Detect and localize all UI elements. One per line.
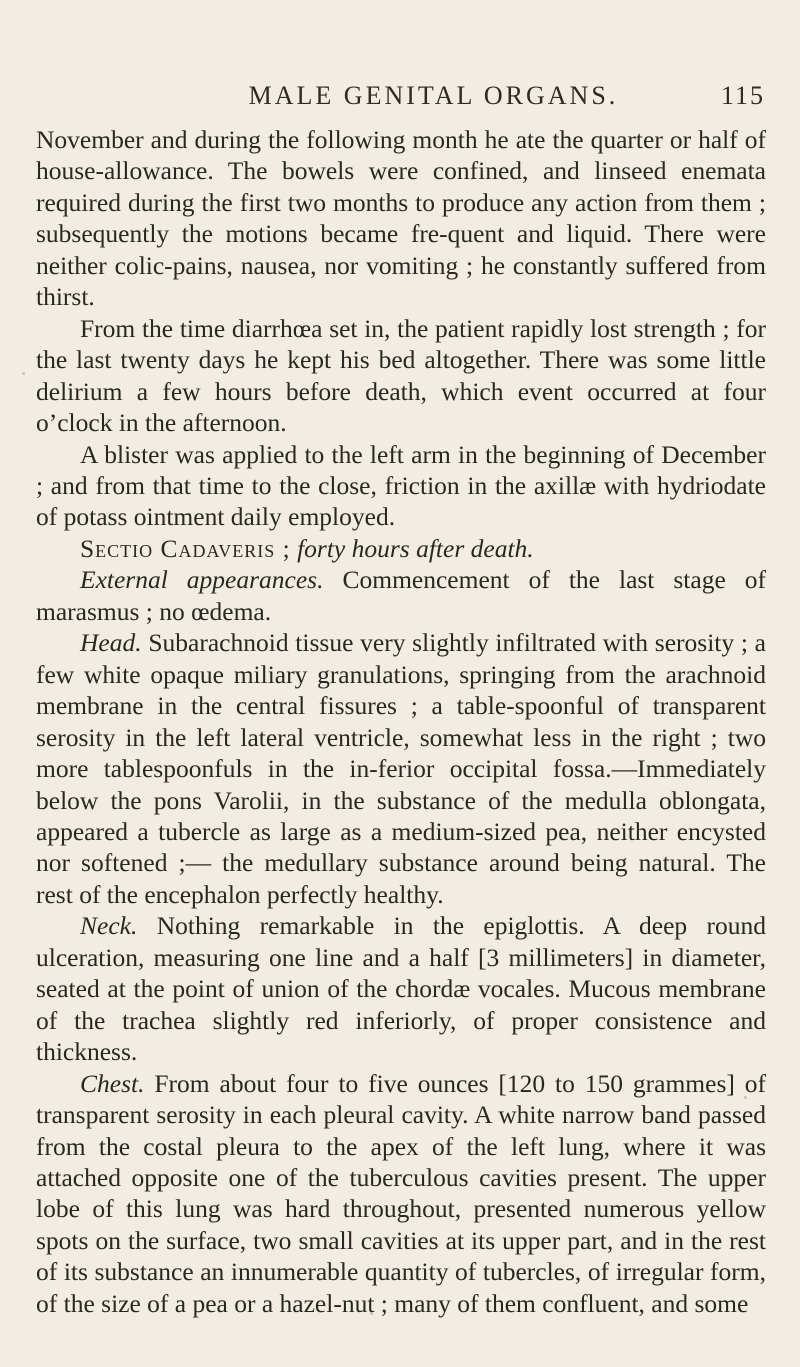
chest-text: From about four to five ounces [120 to 150 grammes] of transparent serosity in each pleural cavity. A white narrow band passed from the costal pleura to the apex of the left lung, where it was attached opposite one of the tuberculous cavities present. The upper lobe of this lung was hard throughout, presented numerous yellow spots on the surface, two small cavities at its upper part, and in the rest of its substance an innumerable quantity of tubercles, of irregular form, of the size of a pea or a hazel-nut ; many of them confluent, and some (36, 1068, 767, 1318)
sectio-time: forty hours after death. (297, 533, 534, 563)
paragraph-sectio (36, 533, 766, 564)
head-heading: Head. (80, 628, 142, 658)
running-head (36, 78, 766, 114)
page-number: 115 (720, 81, 765, 110)
paper-speck (22, 372, 25, 375)
paragraph-neck (36, 910, 766, 1067)
external-text: Commencement of the last stage of marasmus ; no œdema. (36, 565, 767, 626)
paragraph-decline: From the time diarrhœa set in, the patient rapidly lost strength ; for the last twenty days he kept his bed altogether. There was some little delirium a few hours before death, which event occurred at four o’clock in the afternoon. (36, 313, 766, 438)
chapter-title: MALE GENITAL ORGANS. (248, 81, 619, 110)
paragraph-case-history: November and during the following month he ate the quarter or half of house-allowance. The bowels were confined, and linseed enemata required during the first two months to produce any action from them ; subsequently the motions became fre-quent and liquid. There were neither colic-pains, nausea, nor vomiting ; he constantly suffered from thirst. (36, 125, 766, 312)
paragraph-external (36, 564, 766, 627)
paragraph-chest (36, 1068, 766, 1320)
paragraph-treatment: A blister was applied to the left arm in the beginning of December ; and from that time to the close, friction in the axillæ with hydriodate of potass ointment daily employed. (36, 439, 766, 532)
external-heading: External appearances. (80, 565, 324, 595)
chest-heading: Chest. (80, 1068, 145, 1098)
head-text: Subarachnoid tissue very slightly infiltrated with serosity ; a few white opaque miliary granulations, springing from the arachnoid membrane in the central fissures ; a table-spoonful of transparent serosity in the left lateral ventricle, somewhat less in the right ; two more tablespoonfuls in the in-ferior occipital fossa.—Immediately below the pons Varolii, in the substance of the medulla oblongata, appeared a tubercle as large as a medium-sized pea, neither encysted nor softened ;— the medullary substance around being natural. The rest of the encephalon perfectly healthy. (36, 628, 767, 909)
paper-speck (744, 1096, 747, 1099)
page-text (36, 124, 766, 1319)
paper-speck (370, 1312, 373, 1315)
sectio-heading: Sectio Cadaveris ; (80, 533, 291, 563)
neck-heading: Neck. (80, 911, 138, 941)
paragraph-head (36, 627, 766, 910)
neck-text: Nothing remarkable in the epiglottis. A deep round ulceration, measuring one line and a half [3 millimeters] in diameter, seated at the point of union of the chordæ vocales. Mucous membrane of the trachea slightly red inferiorly, of proper consistence and thickness. (36, 911, 766, 1067)
